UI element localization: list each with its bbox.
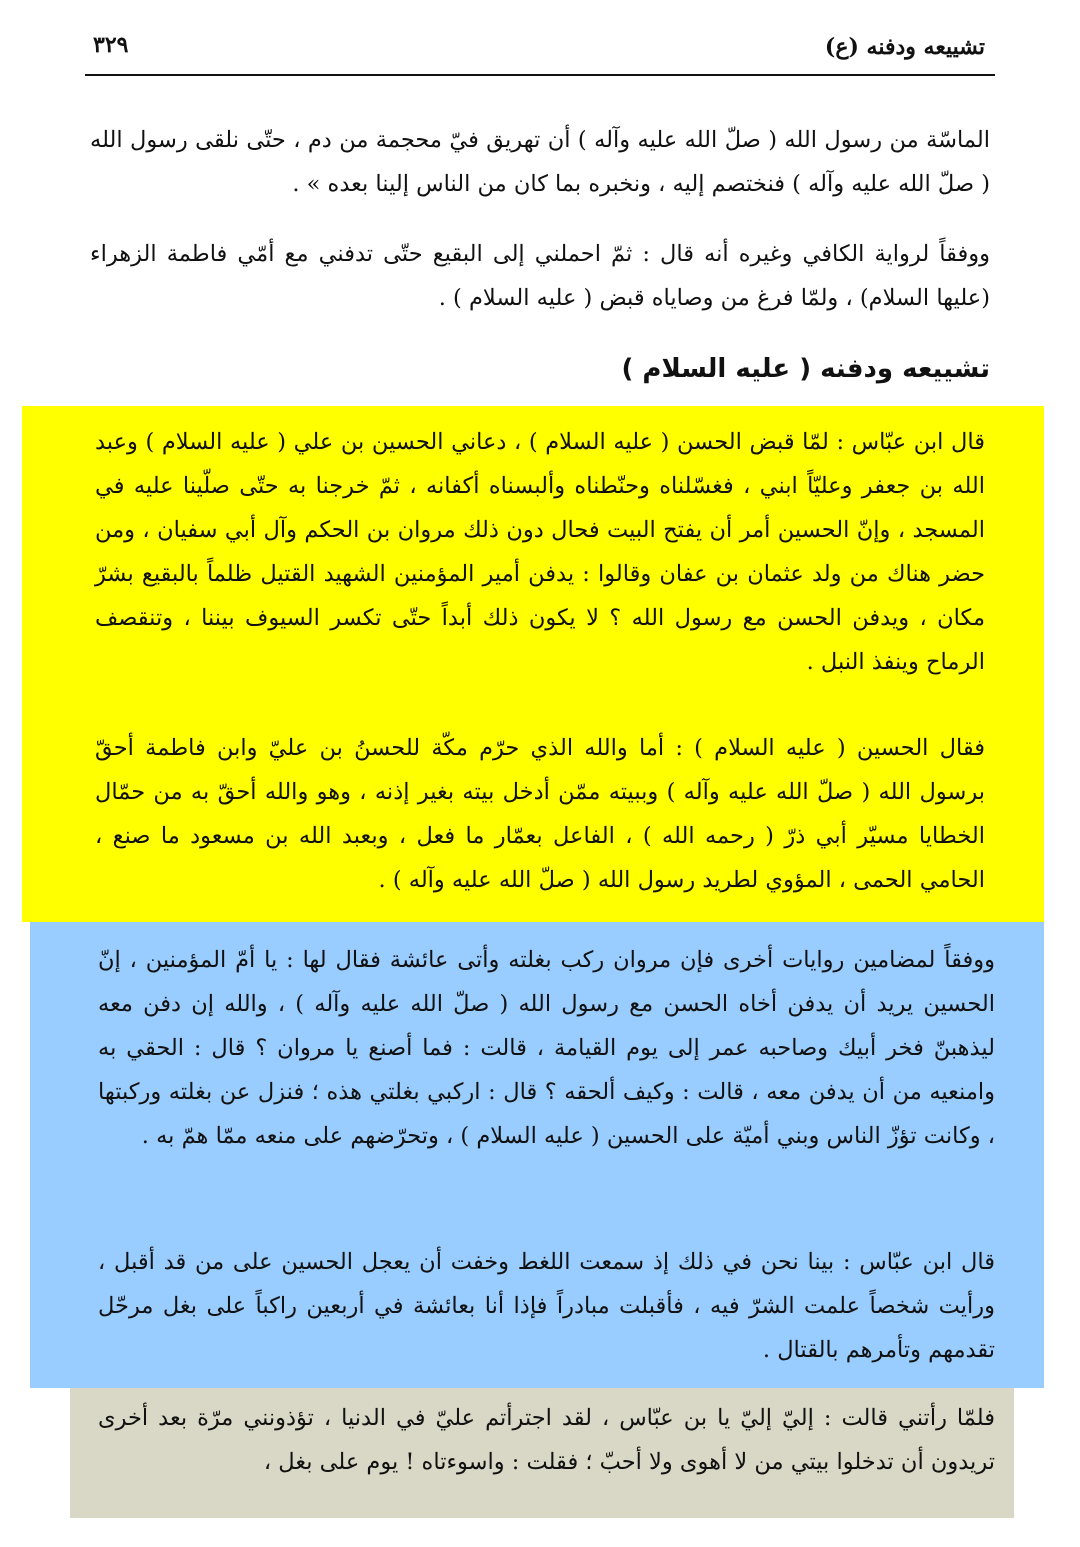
gray-paragraph-1: فلمّا رأتني قالت : إليّ إليّ يا بن عبّاس ، لقد اجترأتم عليّ في الدنيا ، تؤذونني مرّة بعد أخرى تريدون أن تدخلوا بيتي من لا أهوى ولا أحبّ ؛ فقلت : واسوءتاه ! يوم على بغل ، [98, 1405, 995, 1475]
page-header [85, 30, 995, 76]
page-number: ٣٢٩ [93, 32, 129, 58]
section-heading: تشييعه ودفنه ( عليه السلام ) [621, 354, 990, 384]
paragraph-1: الماسّة من رسول الله ( صلّ الله عليه وآله ) أن تهريق فيّ محجمة من دم ، حتّى نلقى رسول الله ( صلّ الله عليه وآله ) فنختصم إليه ، ونخبره بما كان من الناس إلينا بعده » . [90, 127, 990, 197]
blue-paragraph-1: ووفقاً لمضامين روايات أخرى فإن مروان ركب بغلته وأتى عائشة فقال لها : يا أمّ المؤمنين ، إنّ الحسين يريد أن يدفن أخاه الحسن مع رسول الله ( صلّ الله عليه وآله ) ، والله إن دفن معه ليذهبنّ فخر أبيك وصاحبه عمر إلى يوم القيامة ، قالت : فما أصنع يا مروان ؟ قال : الحقي به وامنعيه من أن يدفن معه ، قالت : وكيف ألحقه ؟ قال : اركبي بغلتي هذه ؛ فنزل عن بغلته وركبتها ، وكانت تؤزّ الناس وبني أميّة على الحسين ( عليه السلام ) ، وتحرّضهم على منعه ممّا همّ به . [98, 947, 995, 1149]
yellow-paragraph-2: فقال الحسين ( عليه السلام ) : أما والله الذي حرّم مكّة للحسنُ بن عليّ وابن فاطمة أحقّ برسول الله ( صلّ الله عليه وآله ) وببيته ممّن أدخل بيته بغير إذنه ، وهو والله أحقّ به من حمّال الخطايا مسيّر أبي ذرّ ( رحمه الله ) ، الفاعل بعمّار ما فعل ، وبعبد الله بن مسعود ما صنع ، الحامي الحمى ، المؤوي لطريد رسول الله ( صلّ الله عليه وآله ) . [95, 735, 985, 893]
blue-paragraph-2: قال ابن عبّاس : بينا نحن في ذلك إذ سمعت اللغط وخفت أن يعجل الحسين على من قد أقبل ، ورأيت شخصاً علمت الشرّ فيه ، فأقبلت مبادراً فإذا أنا بعائشة في أربعين راكباً على بغل مرحّل تقدمهم وتأمرهم بالقتال . [98, 1249, 995, 1363]
running-title: تشييعه ودفنه (ع) [824, 34, 985, 60]
paragraph-2: ووفقاً لرواية الكافي وغيره أنه قال : ثمّ احملني إلى البقيع حتّى تدفني مع أمّي فاطمة الزهراء (عليها السلام) ، ولمّا فرغ من وصاياه قبض ( عليه السلام ) . [90, 241, 990, 311]
yellow-paragraph-1: قال ابن عبّاس : لمّا قبض الحسن ( عليه السلام ) ، دعاني الحسين بن علي ( عليه السلام ) وعبد الله بن جعفر وعليّاً ابني ، فغسّلناه وحنّطناه وألبسناه أكفانه ، ثمّ خرجنا به حتّى صلّينا عليه في المسجد ، وإنّ الحسين أمر أن يفتح البيت فحال دون ذلك مروان بن الحكم وآل أبي سفيان ، ومن حضر هناك من ولد عثمان بن عفان وقالوا : يدفن أمير المؤمنين الشهيد القتيل ظلماً بالبقيع بشرّ مكان ، ويدفن الحسن مع رسول الله ؟ لا يكون ذلك أبداً حتّى تكسر السيوف بيننا ، وتنقصف الرماح وينفذ النبل . [95, 429, 985, 675]
